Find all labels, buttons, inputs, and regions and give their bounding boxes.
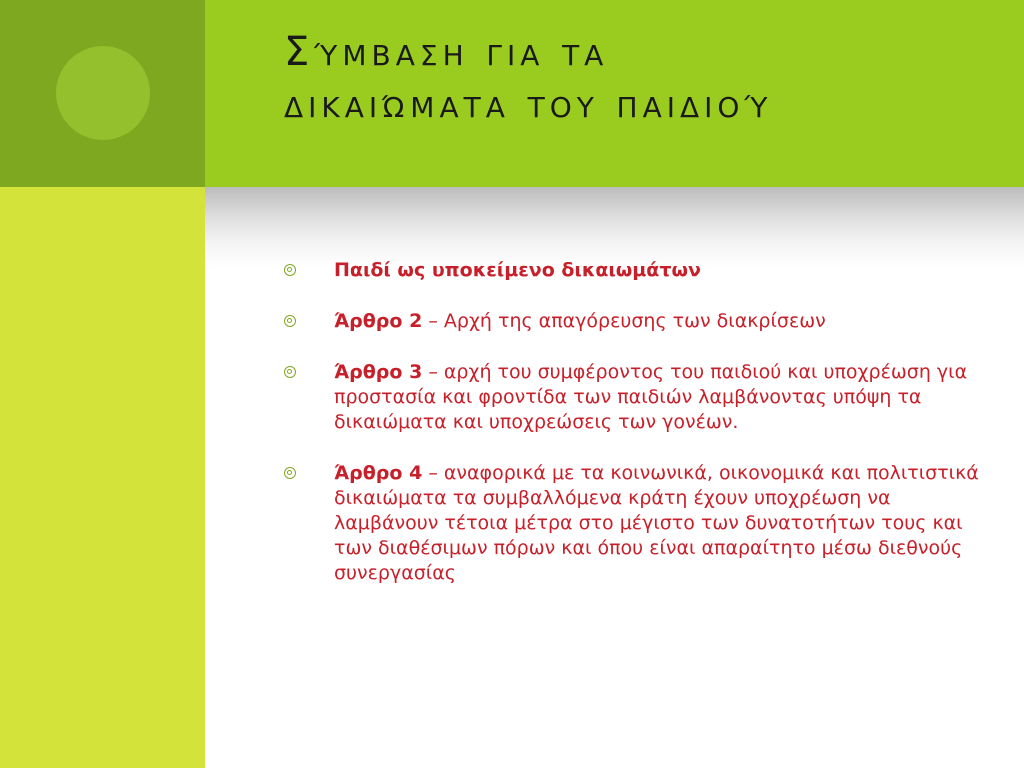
bullet-item <box>284 309 984 334</box>
bullet-list <box>284 258 984 612</box>
bullet-item <box>284 461 984 586</box>
bullet-text: αναφορικά με τα κοινωνικά, οικονομικά και πολιτιστικά δικαιώματα τα συμβαλλόμενα κράτη έχουν υποχρέωση να λαμβάνουν τέτοια μέτρα στο μέγιστο των δυνατοτήτων τους και των διαθέσιμων πόρων και όπου είναι απαραίτητο μέσω διεθνούς συνεργασίας <box>334 462 979 584</box>
bullet-icon <box>284 264 296 276</box>
title-line-1: Σύμβαση για τα <box>284 29 609 75</box>
shade-gradient-band <box>205 187 1024 267</box>
bullet-text: αρχή του συμφέροντος του παιδιού και υποχρέωση για προστασία και φροντίδα των παιδιών λαμβάνοντας υπόψη τα δικαιώματα και υποχρεώσεις των γονέων. <box>334 361 968 433</box>
slide-title <box>284 26 1004 130</box>
title-line-2: δικαιώματα του παιδιού <box>284 81 773 127</box>
bullet-heading: Άρθρο 4 <box>334 462 423 484</box>
bullet-separator: – <box>422 310 444 332</box>
corner-block <box>0 0 205 187</box>
bullet-item <box>284 360 984 435</box>
bullet-icon <box>284 467 296 479</box>
bullet-item <box>284 258 984 283</box>
bullet-separator: – <box>422 462 444 484</box>
bullet-text: Αρχή της απαγόρευσης των διακρίσεων <box>443 310 826 332</box>
bullet-icon <box>284 366 296 378</box>
bullet-heading: Άρθρο 3 <box>334 361 423 383</box>
bullet-heading: Άρθρο 2 <box>334 310 423 332</box>
bullet-separator: – <box>422 361 444 383</box>
decorative-circle-icon <box>56 46 150 140</box>
bullet-icon <box>284 315 296 327</box>
bullet-heading: Παιδί ως υποκείμενο δικαιωμάτων <box>334 259 701 281</box>
